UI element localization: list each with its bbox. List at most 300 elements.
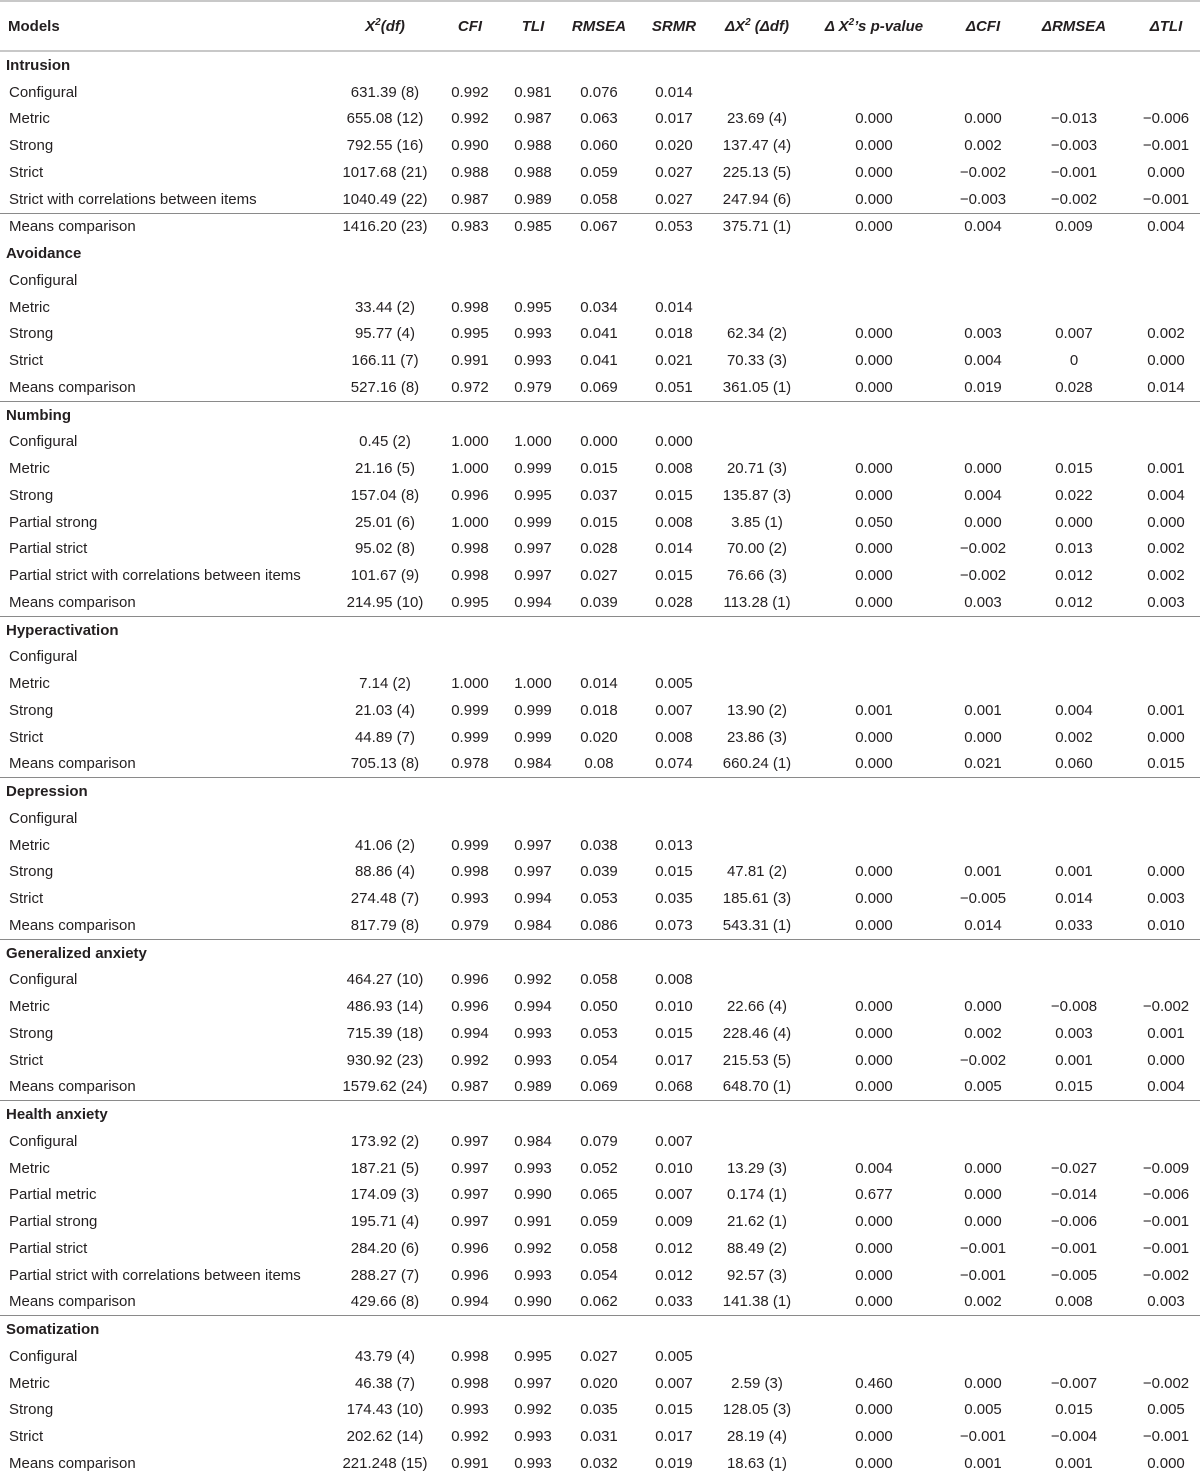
table-row [0,482,1200,509]
value-cell: 0.020 [655,137,693,155]
value-cell: 0.993 [514,1454,552,1472]
value-cell: 0.069 [580,1078,618,1096]
value-cell: 464.27 (10) [346,971,424,989]
value-cell: 0.987 [514,110,552,128]
value-cell: −0.009 [1142,1159,1190,1177]
value-cell [566,644,632,671]
value-cell: 0.004 [964,486,1002,504]
value-cell: 0.45 (2) [359,433,411,451]
model-name-cell: Means comparison [0,213,330,240]
table-row [0,912,1200,939]
value-cell: 0.998 [451,863,489,881]
model-name-cell: Configural [9,809,78,827]
value-cell: 0.035 [655,890,693,908]
value-cell [500,267,566,294]
value-cell [440,644,500,671]
model-name-cell: Strict [9,1051,44,1069]
value-cell: 0.001 [1147,701,1185,719]
table-row [0,509,1200,536]
value-cell: 0.992 [514,1401,552,1419]
value-cell: 0.028 [1055,378,1093,396]
value-cell [716,832,798,859]
value-cell: 0.002 [964,137,1002,155]
value-cell: 705.13 (8) [350,755,420,773]
value-cell: 0.000 [964,728,1002,746]
value-cell: 0.008 [655,971,693,989]
value-cell: 0.003 [1147,593,1185,611]
value-cell [1016,294,1132,321]
value-cell: 527.16 (8) [350,378,420,396]
section-header-row [0,939,1200,966]
value-cell: 0.014 [580,675,618,693]
value-cell [1132,429,1200,456]
value-cell: 0.000 [798,213,950,240]
section-title: Generalized anxiety [0,939,1200,966]
value-cell [798,294,950,321]
value-cell: 0.000 [1147,163,1185,181]
value-cell: 1.000 [514,675,552,693]
table-row [0,1128,1200,1155]
value-cell: −0.002 [1050,190,1098,208]
value-cell: 0.015 [1055,1078,1093,1096]
value-cell: 21.03 (4) [354,701,416,719]
value-cell [1016,832,1132,859]
value-cell: 0.08 [584,755,614,773]
value-cell: 18.63 (1) [726,1454,788,1472]
value-cell: 0.000 [1147,728,1185,746]
value-cell [330,805,440,832]
value-cell: 0.995 [451,593,489,611]
value-cell [1132,1343,1200,1370]
value-cell: 0.998 [451,567,489,585]
section-title: Somatization [0,1316,1200,1343]
value-cell: 0.000 [855,998,893,1016]
value-cell [950,670,1016,697]
value-cell: 631.39 (8) [350,83,420,101]
value-cell: 0.053 [580,890,618,908]
section-title: Avoidance [6,245,82,263]
value-cell [798,1128,950,1155]
value-cell: 1416.20 (23) [330,213,440,240]
table-row [0,429,1200,456]
table-row [0,1450,1200,1477]
value-cell: 0.000 [964,1186,1002,1204]
value-cell: 0.015 [655,1401,693,1419]
value-cell: 0.992 [514,1239,552,1257]
value-cell: 0.997 [514,540,552,558]
value-cell: 0.017 [655,110,693,128]
value-cell: 284.20 (6) [350,1239,420,1257]
value-cell: 0.997 [514,863,552,881]
value-cell: 0.997 [451,1186,489,1204]
model-name-cell: Partial strict [9,1239,88,1257]
value-cell: −0.001 [1142,137,1190,155]
table-row [0,159,1200,186]
value-cell: 137.47 (4) [722,137,792,155]
value-cell [1016,79,1132,106]
value-cell: 0.998 [451,1374,489,1392]
value-cell: 0.008 [655,728,693,746]
value-cell: 25.01 (6) [354,513,416,531]
value-cell: 361.05 (1) [722,378,792,396]
value-cell: 0.068 [655,1078,693,1096]
model-name-cell: Strong [9,486,54,504]
value-cell: 0.994 [514,890,552,908]
model-name-cell: Strict [9,728,44,746]
value-cell: 0.010 [655,1159,693,1177]
model-name-cell: Strong [9,137,54,155]
value-cell: 0.060 [580,137,618,155]
value-cell: 0.021 [655,352,693,370]
value-cell: 135.87 (3) [722,486,792,504]
value-cell: 0.984 [514,916,552,934]
model-name-cell: Metric [9,110,50,128]
value-cell: 0.065 [580,1186,618,1204]
value-cell: 0.008 [655,460,693,478]
table-row [0,1235,1200,1262]
value-cell: 0.460 [855,1374,893,1392]
value-cell: 0.039 [580,863,618,881]
value-cell: 0.063 [580,110,618,128]
value-cell: 0.013 [655,836,693,854]
value-cell: 0.017 [655,1428,693,1446]
value-cell: 0.001 [1147,460,1185,478]
value-cell [798,832,950,859]
value-cell: −0.002 [1142,1374,1190,1392]
value-cell: 0.059 [580,1213,618,1231]
value-cell: 215.53 (5) [722,1051,792,1069]
value-cell [798,429,950,456]
model-name-cell: Configural [9,971,78,989]
value-cell: 221.248 (15) [342,1454,428,1472]
model-name-cell: Metric [9,1374,50,1392]
value-cell: 0.000 [855,1428,893,1446]
value-cell: 0.000 [855,755,893,773]
value-cell: 0.019 [655,1454,693,1472]
model-name-cell: Metric [9,298,50,316]
value-cell: −0.002 [959,567,1007,585]
table-row [0,321,1200,348]
value-cell: −0.002 [1142,1266,1190,1284]
value-cell: 92.57 (3) [726,1266,788,1284]
value-cell: 46.38 (7) [354,1374,416,1392]
model-name-cell: Metric [9,460,50,478]
model-name-cell: Metric [9,1159,50,1177]
value-cell: 0.004 [1147,1078,1185,1096]
value-cell: 0.012 [1055,567,1093,585]
table-row [0,1370,1200,1397]
value-cell: −0.001 [959,1428,1007,1446]
value-cell: 21.16 (5) [354,460,416,478]
value-cell: 0.002 [964,1293,1002,1311]
value-cell: 0.076 [580,83,618,101]
table-row [0,1262,1200,1289]
value-cell: −0.002 [959,163,1007,181]
value-cell: 648.70 (1) [722,1078,792,1096]
model-name-cell: Partial metric [9,1186,97,1204]
value-cell: 0.028 [655,593,693,611]
model-name-cell: Partial strict with correlations between items [9,567,301,585]
value-cell: 0.015 [1147,755,1185,773]
value-cell: 543.31 (1) [722,916,792,934]
table-row [0,1020,1200,1047]
value-cell: 101.67 (9) [350,567,420,585]
value-cell: 0.051 [655,378,693,396]
value-cell: 187.21 (5) [350,1159,420,1177]
value-cell: 0.027 [655,190,693,208]
value-cell: 13.90 (2) [726,701,788,719]
value-cell: 0.998 [451,1347,489,1365]
value-cell [500,644,566,671]
value-cell: 228.46 (4) [722,1024,792,1042]
value-cell: 0.022 [1055,486,1093,504]
table-row [0,644,1200,671]
value-cell [716,644,798,671]
section-header-row [0,401,1200,428]
value-cell: 375.71 (1) [716,213,798,240]
value-cell [1132,79,1200,106]
value-cell: 1579.62 (24) [342,1078,428,1096]
value-cell: 7.14 (2) [359,675,411,693]
model-name-cell: Partial strong [9,513,98,531]
value-cell: 0.004 [855,1159,893,1177]
value-cell: 0.996 [451,1266,489,1284]
value-cell [950,294,1016,321]
value-cell [330,267,440,294]
value-cell: 0.000 [855,1051,893,1069]
value-cell: 0.997 [451,1159,489,1177]
value-cell: 0.990 [451,137,489,155]
value-cell: 0.000 [964,460,1002,478]
value-cell: 0.985 [500,213,566,240]
value-cell: 0.996 [451,1239,489,1257]
value-cell: 185.61 (3) [722,890,792,908]
value-cell: 660.24 (1) [722,755,792,773]
value-cell: 128.05 (3) [722,1401,792,1419]
value-cell: 0.028 [580,540,618,558]
value-cell: 0.983 [440,213,500,240]
value-cell: 0.037 [580,486,618,504]
value-cell: 0.050 [855,513,893,531]
value-cell: 0.012 [1055,593,1093,611]
value-cell: −0.002 [1142,998,1190,1016]
value-cell: 0.000 [1147,352,1185,370]
value-cell: 141.38 (1) [722,1293,792,1311]
value-cell: 0.996 [451,971,489,989]
value-cell: 0.053 [580,1024,618,1042]
section-header-row [0,778,1200,805]
value-cell: 0.009 [655,1213,693,1231]
value-cell: 1017.68 (21) [342,163,428,181]
value-cell: 0.002 [964,1024,1002,1042]
table-row [0,751,1200,778]
value-cell [1132,805,1200,832]
value-cell [1016,967,1132,994]
table-row [0,1047,1200,1074]
value-cell [716,79,798,106]
value-cell: −0.007 [1050,1374,1098,1392]
value-cell: 0.060 [1055,755,1093,773]
table-row [0,832,1200,859]
value-cell: 0.069 [580,378,618,396]
table-row [0,79,1200,106]
value-cell: 0.000 [855,486,893,504]
value-cell: 20.71 (3) [726,460,788,478]
value-cell: 0.086 [580,916,618,934]
value-cell: 0.000 [964,1374,1002,1392]
value-cell [798,267,950,294]
table-row [0,1208,1200,1235]
value-cell [1132,267,1200,294]
value-cell [716,805,798,832]
section-header-row [0,240,1200,267]
value-cell: 0.014 [655,540,693,558]
table-row [0,1074,1200,1101]
value-cell: 0.000 [855,325,893,343]
table-row [0,670,1200,697]
value-cell [716,670,798,697]
value-cell: 0.988 [514,137,552,155]
value-cell: −0.002 [959,540,1007,558]
value-cell: 0.998 [451,540,489,558]
section-header-row [0,616,1200,643]
model-name-cell: Metric [9,998,50,1016]
model-name-cell: Metric [9,675,50,693]
section-header-row [0,1316,1200,1343]
value-cell [950,1343,1016,1370]
model-name-cell: Strict [9,1428,44,1446]
value-cell: 0.033 [1055,916,1093,934]
table-row [0,106,1200,133]
value-cell: 0.000 [855,916,893,934]
value-cell: 0.000 [1147,1454,1185,1472]
value-cell: −0.001 [1050,1239,1098,1257]
value-cell: 0.997 [514,836,552,854]
value-cell [950,429,1016,456]
value-cell: 21.62 (1) [726,1213,788,1231]
value-cell: 173.92 (2) [350,1132,420,1150]
value-cell: 0.979 [451,916,489,934]
value-cell [1132,832,1200,859]
value-cell: 0.993 [514,352,552,370]
value-cell [716,1343,798,1370]
value-cell [500,805,566,832]
value-cell: 0.000 [855,378,893,396]
value-cell: 486.93 (14) [346,998,424,1016]
value-cell [632,644,716,671]
value-cell [716,967,798,994]
value-cell: 41.06 (2) [354,836,416,854]
value-cell: 0.002 [1147,325,1185,343]
value-cell: 0.012 [655,1239,693,1257]
value-cell: 0.000 [855,137,893,155]
value-cell: −0.003 [959,190,1007,208]
value-cell: 0.000 [855,163,893,181]
value-cell [440,805,500,832]
value-cell: 0.001 [1055,1454,1093,1472]
value-cell: 0.005 [655,675,693,693]
model-name-cell: Means comparison [9,1454,136,1472]
value-cell [1016,1343,1132,1370]
value-cell: 113.28 (1) [723,593,791,611]
value-cell [1016,644,1132,671]
table-row [0,1289,1200,1316]
value-cell: 0.992 [514,971,552,989]
value-cell: 0.999 [451,836,489,854]
value-cell: 0.012 [655,1266,693,1284]
value-cell: 23.69 (4) [726,110,788,128]
value-cell: 0.001 [1055,1051,1093,1069]
value-cell: 0.989 [514,190,552,208]
table-row [0,455,1200,482]
value-cell [950,79,1016,106]
value-cell: 0.992 [451,83,489,101]
section-header-row [0,51,1200,79]
value-cell: 0.005 [655,1347,693,1365]
value-cell: 0.991 [514,1213,552,1231]
value-cell: 0.009 [1016,213,1132,240]
value-cell: 1.000 [451,675,489,693]
value-cell: 0.993 [514,325,552,343]
value-cell: 0.993 [514,1051,552,1069]
value-cell: 0.073 [655,916,693,934]
model-name-cell: Configural [9,271,78,289]
value-cell: 0.005 [1147,1401,1185,1419]
table-row [0,589,1200,616]
value-cell: 0.995 [514,298,552,316]
model-name-cell: Configural [9,433,78,451]
value-cell: 0.002 [1147,567,1185,585]
value-cell: 0.004 [1147,486,1185,504]
value-cell: 0.993 [514,1159,552,1177]
value-cell: −0.001 [1142,1428,1190,1446]
value-cell: 0.001 [964,701,1002,719]
value-cell: 0.000 [855,890,893,908]
value-cell: 0.994 [451,1024,489,1042]
value-cell [632,267,716,294]
model-name-cell: Means comparison [9,755,136,773]
value-cell: 0.000 [964,1159,1002,1177]
value-cell: 0.993 [514,1266,552,1284]
header-delta-rmsea: ΔRMSEA [1016,1,1132,51]
value-cell [1132,967,1200,994]
value-cell [950,644,1016,671]
value-cell: 0.981 [514,83,552,101]
model-name-cell: Means comparison [9,593,136,611]
value-cell: 23.86 (3) [726,728,788,746]
value-cell: 0.000 [580,433,618,451]
value-cell: 655.08 (12) [346,110,424,128]
table-row [0,132,1200,159]
value-cell: 0.000 [855,352,893,370]
value-cell: 13.29 (3) [726,1159,788,1177]
value-cell: 0.033 [655,1293,693,1311]
value-cell: 70.00 (2) [726,540,788,558]
value-cell [798,805,950,832]
value-cell: −0.001 [1142,190,1190,208]
value-cell: 0.993 [451,890,489,908]
value-cell: 0.015 [580,460,618,478]
value-cell: 0.987 [451,1078,489,1096]
value-cell: 1.000 [514,433,552,451]
value-cell: 0.038 [580,836,618,854]
section-header-row [0,1101,1200,1128]
model-name-cell: Means comparison [9,1293,136,1311]
model-name-cell: Configural [9,648,78,666]
value-cell: 0.062 [580,1293,618,1311]
value-cell [1132,670,1200,697]
table-row [0,1343,1200,1370]
